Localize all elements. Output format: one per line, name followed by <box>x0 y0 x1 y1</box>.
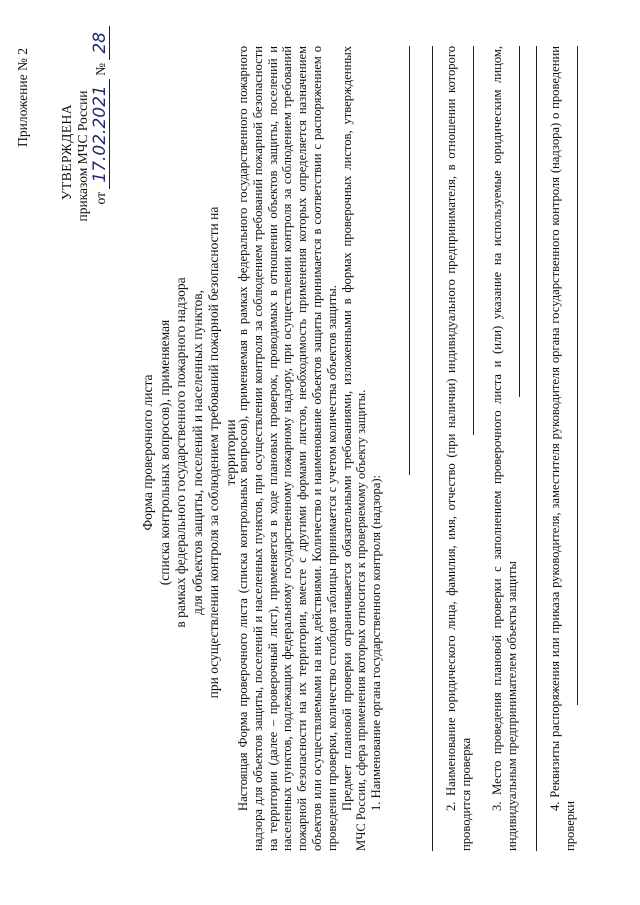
item-2-label: 2. Наименование юридического лица, фамилия, имя, отчество (при наличии) индивидуального предпринимателя, в отношении которого проводится проверка <box>444 46 473 851</box>
title-line-2: (списка контрольных вопросов), применяемая <box>156 319 172 586</box>
number-prefix: № <box>93 63 108 76</box>
item-3 <box>490 46 520 851</box>
separator-line-2 <box>536 46 537 851</box>
item-4-fill-line <box>577 46 578 705</box>
handwritten-date: 17.02.2021 <box>92 79 110 188</box>
item-3-fill-line <box>519 46 520 397</box>
item-1-fill-line <box>409 46 410 475</box>
body-text <box>236 46 384 851</box>
item-1-label: 1. Наименование органа государственного контроля (надзора): <box>369 474 384 811</box>
item-4 <box>548 46 578 851</box>
handwritten-number: 28 <box>92 26 110 60</box>
form-title <box>140 200 239 705</box>
item-2 <box>444 46 474 851</box>
title-line-1: Форма проверочного листа <box>140 374 155 531</box>
order-date-line <box>92 26 110 204</box>
title-line-4: для объектов защиты, поселений и населенных пунктов, <box>189 289 205 616</box>
date-prefix: от <box>93 192 108 205</box>
approving-order: приказом МЧС России <box>75 90 90 222</box>
paragraph-1: Настоящая Форма проверочного листа (списка контрольных вопросов), применяемая в рамках федерального государственного пожарного надзора для объектов защиты, поселений и населенных пунктов, при осуществлении контроля за соблюдением требований пожарной безопасности на территории (далее – проверочный лист), применяется в ходе плановых проверок, проводимых в отношении объектов защиты, поселений и населенных пунктов, подлежащих федеральному государственному пожарному надзору, при осуществлении контроля за соблюдением требований пожарной безопасности на их территории, вместе с другими формами листов, необходимость применения которых определяется назначением объектов или осуществляемыми на них действиями. Количество и наименование объектов защиты принимается в соответствии с распоряжением о проведении проверки, количество столбцов таблицы принимается с учетом количества объектов защиты. <box>236 46 339 851</box>
approved-stamp: УТВЕРЖДЕНА <box>59 103 74 201</box>
item-3-label: 3. Место проведения плановой проверки с заполнением проверочного листа и (или) указание на используемые юридическим лицом, индивидуальным предпринимателем объекты защиты <box>490 46 519 851</box>
title-line-3: в рамках федерального государственного пожарного надзора <box>173 277 188 628</box>
title-line-5: при осуществлении контроля за соблюдением требований пожарной безопасности на территории <box>206 206 238 699</box>
paragraph-2: Предмет плановой проверки ограничивается обязательными требованиями, изложенными в формах проверочных листов, утвержденных МЧС России, сфера применения которых относится к проверяемому объекту защиты. <box>339 46 369 851</box>
appendix-label: Приложение № 2 <box>15 48 30 147</box>
item-2-fill-line <box>473 46 474 435</box>
item-4-label: 4. Реквизиты распоряжения или приказа руководителя, заместителя руководителя органа государственного контроля (надзора) о проведении проверки <box>548 46 577 851</box>
separator-line-1 <box>432 46 433 851</box>
